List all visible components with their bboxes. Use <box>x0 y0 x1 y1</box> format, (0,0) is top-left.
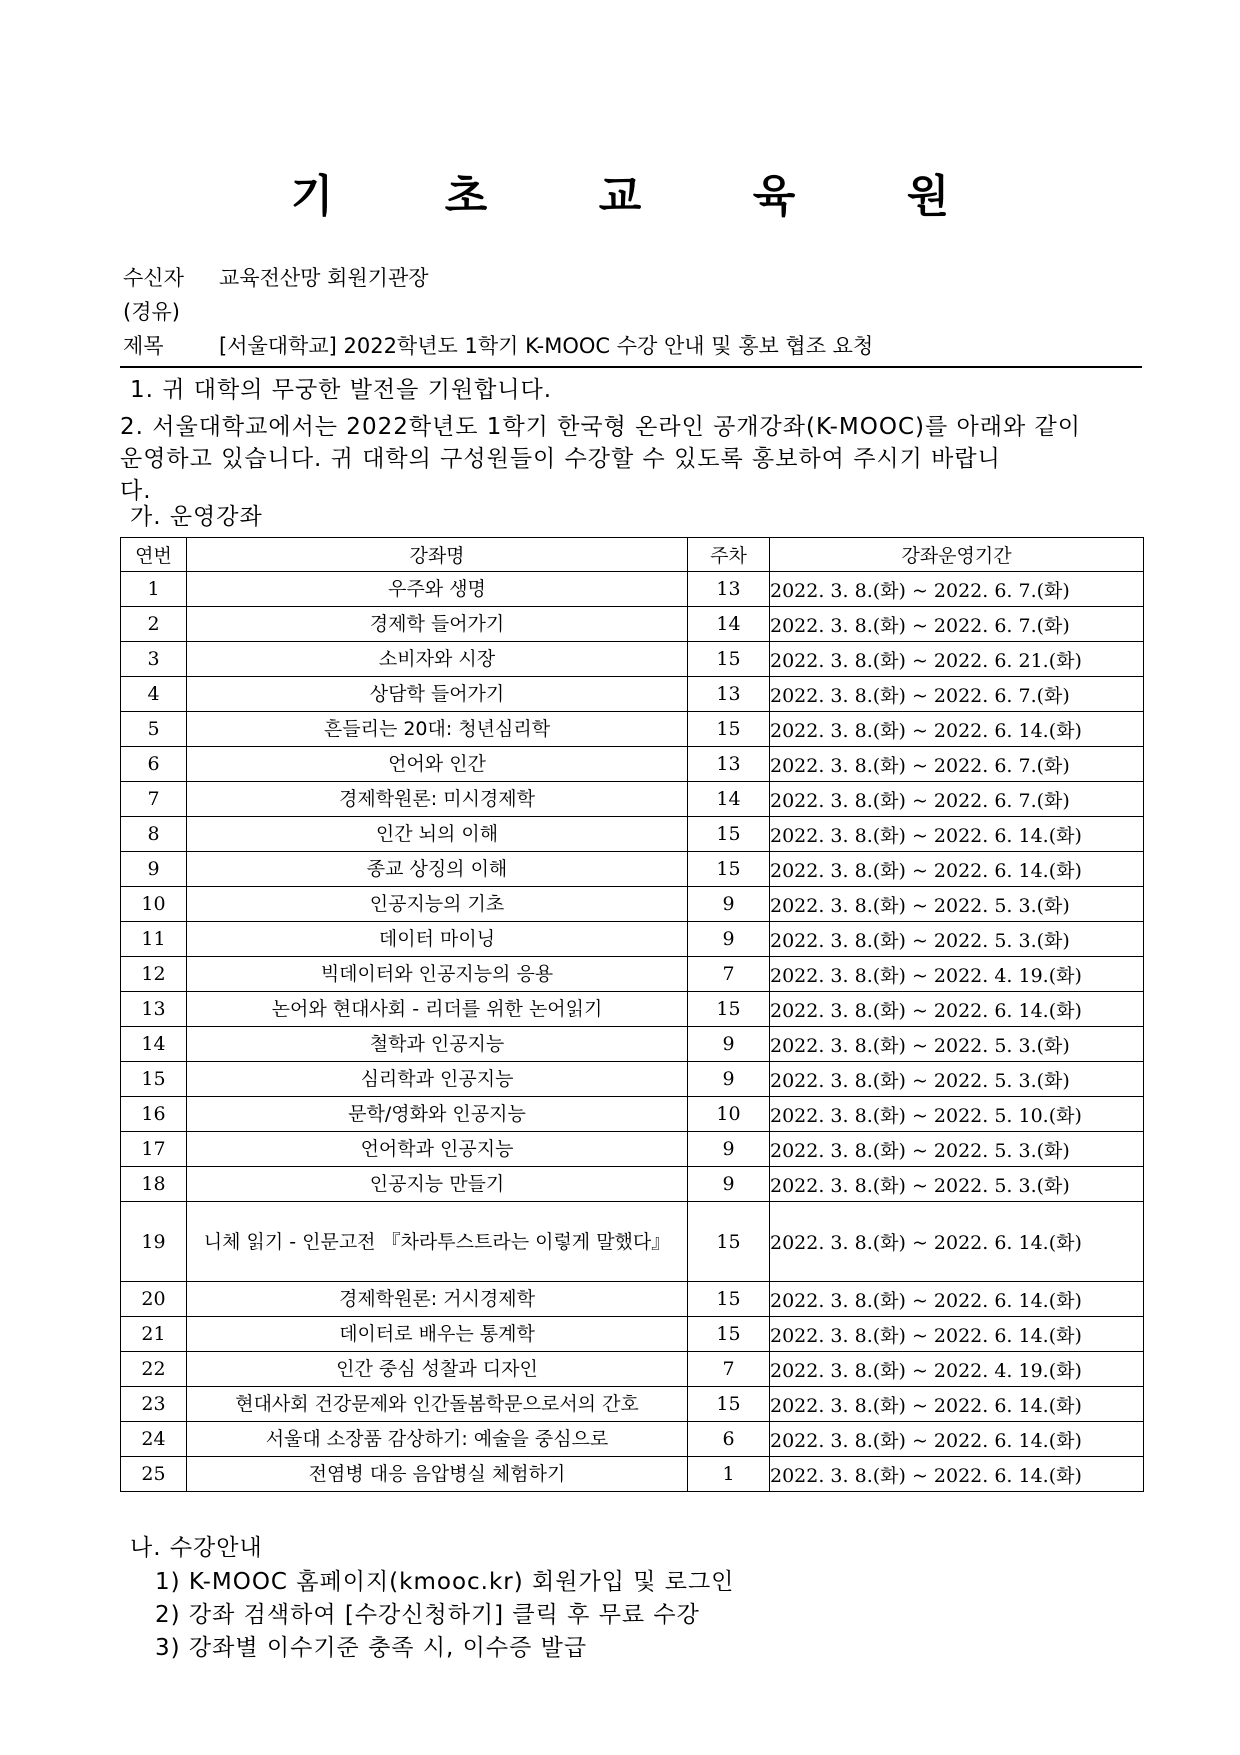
cell-no: 22 <box>121 1352 187 1387</box>
title-char: 기 <box>290 171 334 222</box>
cell-no: 24 <box>121 1422 187 1457</box>
paragraph-2-line-3: 다. <box>120 478 152 504</box>
table-row <box>121 1202 1144 1282</box>
cell-course-name: 데이터 마이닝 <box>187 922 688 957</box>
cell-course-name: 우주와 생명 <box>187 572 688 607</box>
cell-no: 6 <box>121 747 187 782</box>
table-row <box>121 1387 1144 1422</box>
cell-period: 2022. 3. 8.(화) ~ 2022. 6. 7.(화) <box>770 572 1144 607</box>
recipient-line <box>123 262 429 292</box>
cell-course-name: 종교 상징의 이해 <box>187 852 688 887</box>
section-b-heading: 나. 수강안내 <box>130 1535 263 1561</box>
table-row <box>121 1317 1144 1352</box>
table-row <box>121 922 1144 957</box>
cell-course-name: 심리학과 인공지능 <box>187 1062 688 1097</box>
cell-weeks: 9 <box>688 1167 770 1202</box>
title-char: 육 <box>752 171 796 222</box>
cell-period: 2022. 3. 8.(화) ~ 2022. 6. 14.(화) <box>770 817 1144 852</box>
title-char: 초 <box>444 171 488 222</box>
cell-course-name: 논어와 현대사회 - 리더를 위한 논어읽기 <box>187 992 688 1027</box>
cell-period: 2022. 3. 8.(화) ~ 2022. 6. 7.(화) <box>770 677 1144 712</box>
guide-item: 2) 강좌 검색하여 [수강신청하기] 클릭 후 무료 수강 <box>155 1602 700 1628</box>
subject-line <box>123 330 873 360</box>
cell-period: 2022. 3. 8.(화) ~ 2022. 6. 14.(화) <box>770 1387 1144 1422</box>
subject-value: [서울대학교] 2022학년도 1학기 K-MOOC 수강 안내 및 홍보 협조 요청 <box>219 334 874 358</box>
cell-weeks: 13 <box>688 572 770 607</box>
table-row <box>121 607 1144 642</box>
paragraph-2-line-2: 운영하고 있습니다. 귀 대학의 구성원들이 수강할 수 있도록 홍보하여 주시기 바랍니 <box>120 446 1001 472</box>
cell-no: 2 <box>121 607 187 642</box>
cell-period: 2022. 3. 8.(화) ~ 2022. 5. 10.(화) <box>770 1097 1144 1132</box>
recipient-label: 수신자 <box>123 266 184 290</box>
table-row <box>121 1422 1144 1457</box>
table-row <box>121 1167 1144 1202</box>
table-row <box>121 572 1144 607</box>
cell-weeks: 7 <box>688 957 770 992</box>
cell-course-name: 소비자와 시장 <box>187 642 688 677</box>
cell-period: 2022. 3. 8.(화) ~ 2022. 5. 3.(화) <box>770 922 1144 957</box>
cell-course-name: 인간 뇌의 이해 <box>187 817 688 852</box>
cell-weeks: 14 <box>688 607 770 642</box>
cell-weeks: 10 <box>688 1097 770 1132</box>
cell-no: 23 <box>121 1387 187 1422</box>
table-row <box>121 1282 1144 1317</box>
cell-period: 2022. 3. 8.(화) ~ 2022. 6. 21.(화) <box>770 642 1144 677</box>
paragraph-2-line-1: 2. 서울대학교에서는 2022학년도 1학기 한국형 온라인 공개강좌(K-MOOC)를 아래와 같이 <box>120 414 1081 440</box>
cell-period: 2022. 3. 8.(화) ~ 2022. 4. 19.(화) <box>770 1352 1144 1387</box>
via-line <box>123 296 180 326</box>
table-row <box>121 1457 1144 1492</box>
cell-weeks: 15 <box>688 1317 770 1352</box>
cell-course-name: 서울대 소장품 감상하기: 예술을 중심으로 <box>187 1422 688 1457</box>
recipient-value: 교육전산망 회원기관장 <box>219 266 429 290</box>
cell-period: 2022. 3. 8.(화) ~ 2022. 5. 3.(화) <box>770 1167 1144 1202</box>
cell-course-name: 철학과 인공지능 <box>187 1027 688 1062</box>
cell-no: 1 <box>121 572 187 607</box>
cell-no: 11 <box>121 922 187 957</box>
cell-course-name: 인공지능의 기초 <box>187 887 688 922</box>
cell-course-name: 경제학 들어가기 <box>187 607 688 642</box>
header-divider <box>120 366 1142 368</box>
cell-weeks: 15 <box>688 852 770 887</box>
paragraph-1: 1. 귀 대학의 무궁한 발전을 기원합니다. <box>130 377 553 403</box>
table-row <box>121 817 1144 852</box>
cell-weeks: 15 <box>688 1202 770 1282</box>
cell-no: 10 <box>121 887 187 922</box>
table-row <box>121 677 1144 712</box>
cell-course-name: 언어와 인간 <box>187 747 688 782</box>
cell-weeks: 15 <box>688 1282 770 1317</box>
cell-no: 13 <box>121 992 187 1027</box>
cell-no: 4 <box>121 677 187 712</box>
institution-title <box>0 160 1240 220</box>
title-char: 원 <box>906 171 950 222</box>
cell-period: 2022. 3. 8.(화) ~ 2022. 5. 3.(화) <box>770 1132 1144 1167</box>
cell-course-name: 전염병 대응 음압병실 체험하기 <box>187 1457 688 1492</box>
table-header-row <box>121 538 1144 572</box>
cell-weeks: 1 <box>688 1457 770 1492</box>
table-row <box>121 1132 1144 1167</box>
cell-period: 2022. 3. 8.(화) ~ 2022. 6. 14.(화) <box>770 1282 1144 1317</box>
guide-item: 1) K-MOOC 홈페이지(kmooc.kr) 회원가입 및 로그인 <box>155 1569 735 1595</box>
cell-period: 2022. 3. 8.(화) ~ 2022. 6. 7.(화) <box>770 782 1144 817</box>
cell-no: 17 <box>121 1132 187 1167</box>
cell-period: 2022. 3. 8.(화) ~ 2022. 6. 14.(화) <box>770 712 1144 747</box>
cell-no: 9 <box>121 852 187 887</box>
cell-period: 2022. 3. 8.(화) ~ 2022. 5. 3.(화) <box>770 887 1144 922</box>
table-row <box>121 852 1144 887</box>
table-row <box>121 782 1144 817</box>
table-row <box>121 992 1144 1027</box>
table-row <box>121 642 1144 677</box>
cell-period: 2022. 3. 8.(화) ~ 2022. 6. 14.(화) <box>770 992 1144 1027</box>
header-weeks: 주차 <box>688 538 770 572</box>
cell-course-name: 경제학원론: 거시경제학 <box>187 1282 688 1317</box>
cell-no: 18 <box>121 1167 187 1202</box>
cell-course-name: 인간 중심 성찰과 디자인 <box>187 1352 688 1387</box>
cell-weeks: 9 <box>688 922 770 957</box>
cell-weeks: 9 <box>688 1132 770 1167</box>
cell-weeks: 15 <box>688 642 770 677</box>
cell-course-name: 니체 읽기 - 인문고전 『차라투스트라는 이렇게 말했다』 <box>187 1202 688 1282</box>
guide-item: 3) 강좌별 이수기준 충족 시, 이수증 발급 <box>155 1635 588 1661</box>
cell-period: 2022. 3. 8.(화) ~ 2022. 5. 3.(화) <box>770 1062 1144 1097</box>
table-row <box>121 1097 1144 1132</box>
cell-weeks: 15 <box>688 712 770 747</box>
header-course-name: 강좌명 <box>187 538 688 572</box>
cell-no: 16 <box>121 1097 187 1132</box>
cell-weeks: 15 <box>688 992 770 1027</box>
cell-course-name: 문학/영화와 인공지능 <box>187 1097 688 1132</box>
cell-period: 2022. 3. 8.(화) ~ 2022. 6. 14.(화) <box>770 1202 1144 1282</box>
table-row <box>121 957 1144 992</box>
cell-period: 2022. 3. 8.(화) ~ 2022. 5. 3.(화) <box>770 1027 1144 1062</box>
table-row <box>121 1352 1144 1387</box>
table-row <box>121 887 1144 922</box>
cell-weeks: 9 <box>688 1062 770 1097</box>
cell-course-name: 인공지능 만들기 <box>187 1167 688 1202</box>
cell-no: 8 <box>121 817 187 852</box>
cell-course-name: 데이터로 배우는 통계학 <box>187 1317 688 1352</box>
cell-no: 21 <box>121 1317 187 1352</box>
cell-weeks: 7 <box>688 1352 770 1387</box>
cell-course-name: 경제학원론: 미시경제학 <box>187 782 688 817</box>
cell-no: 19 <box>121 1202 187 1282</box>
cell-weeks: 6 <box>688 1422 770 1457</box>
cell-no: 5 <box>121 712 187 747</box>
cell-course-name: 흔들리는 20대: 청년심리학 <box>187 712 688 747</box>
header-period: 강좌운영기간 <box>770 538 1144 572</box>
table-row <box>121 747 1144 782</box>
cell-weeks: 13 <box>688 747 770 782</box>
cell-weeks: 13 <box>688 677 770 712</box>
cell-no: 3 <box>121 642 187 677</box>
cell-weeks: 14 <box>688 782 770 817</box>
cell-weeks: 15 <box>688 1387 770 1422</box>
cell-no: 14 <box>121 1027 187 1062</box>
section-a-heading: 가. 운영강좌 <box>130 504 263 530</box>
subject-label: 제목 <box>123 334 164 358</box>
table-row <box>121 1062 1144 1097</box>
title-char: 교 <box>598 171 642 222</box>
cell-course-name: 현대사회 건강문제와 인간돌봄학문으로서의 간호 <box>187 1387 688 1422</box>
header-no: 연번 <box>121 538 187 572</box>
cell-no: 25 <box>121 1457 187 1492</box>
cell-period: 2022. 3. 8.(화) ~ 2022. 6. 14.(화) <box>770 1422 1144 1457</box>
cell-period: 2022. 3. 8.(화) ~ 2022. 6. 14.(화) <box>770 852 1144 887</box>
table-row <box>121 712 1144 747</box>
cell-period: 2022. 3. 8.(화) ~ 2022. 4. 19.(화) <box>770 957 1144 992</box>
cell-no: 7 <box>121 782 187 817</box>
cell-course-name: 언어학과 인공지능 <box>187 1132 688 1167</box>
course-table <box>120 537 1144 1492</box>
cell-no: 12 <box>121 957 187 992</box>
cell-period: 2022. 3. 8.(화) ~ 2022. 6. 7.(화) <box>770 607 1144 642</box>
cell-no: 20 <box>121 1282 187 1317</box>
cell-course-name: 빅데이터와 인공지능의 응용 <box>187 957 688 992</box>
cell-weeks: 9 <box>688 1027 770 1062</box>
cell-weeks: 9 <box>688 887 770 922</box>
via-label: (경유) <box>123 300 180 324</box>
table-row <box>121 1027 1144 1062</box>
cell-course-name: 상담학 들어가기 <box>187 677 688 712</box>
cell-period: 2022. 3. 8.(화) ~ 2022. 6. 7.(화) <box>770 747 1144 782</box>
cell-no: 15 <box>121 1062 187 1097</box>
cell-period: 2022. 3. 8.(화) ~ 2022. 6. 14.(화) <box>770 1457 1144 1492</box>
cell-period: 2022. 3. 8.(화) ~ 2022. 6. 14.(화) <box>770 1317 1144 1352</box>
cell-weeks: 15 <box>688 817 770 852</box>
